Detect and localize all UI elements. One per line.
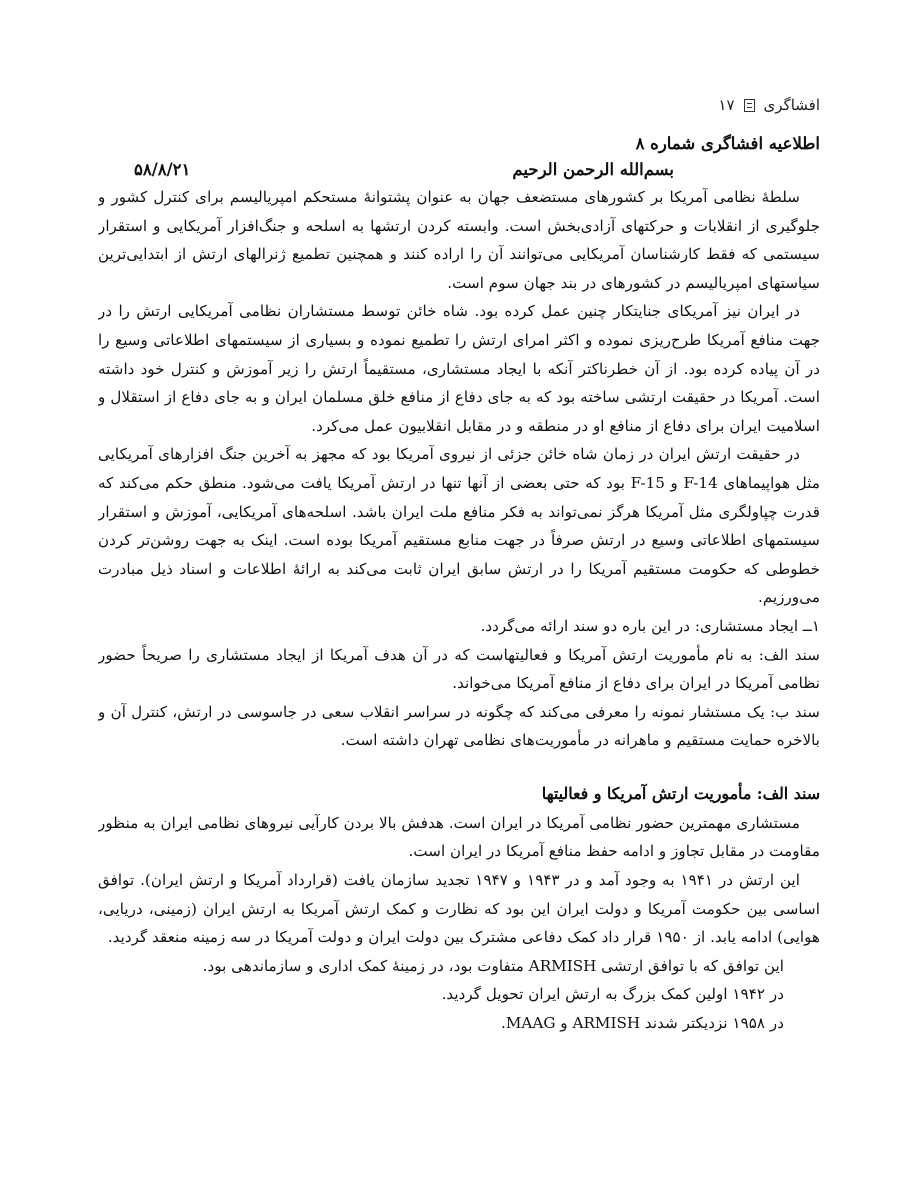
document-title: اطلاعیه افشاگری شماره ۸ [635, 134, 820, 153]
section-paragraph-1: مستشاری مهمترین حضور نظامی آمریکا در ایران است. هدفش بالا بردن کارآیی نیروهای نظامی ایران به منظور مقاومت در مقابل تجاوز و ادامه حفظ منافع آمریکا در ایران است. [98, 813, 820, 861]
section-subitem-2: در ۱۹۴۲ اولین کمک بزرگ به ارتش ایران تحویل گردید. [441, 985, 784, 1004]
section-paragraph-2: این ارتش در ۱۹۴۱ به وجود آمد و در ۱۹۴۳ و ۱۹۴۷ تجدید سازمان یافت (قرارداد آمریکا و ارتش ایران). توافق اساسی بین حکومت آمریکا و دولت ایران این بود که نظارت و کمک ارتش آمریکا به ارتش ایران (زمینی، دریایی، هوایی) ادامه یابد. از ۱۹۵۰ قرار داد کمک دفاعی مشترک بین دولت ایران و دولت آمریکا در سه زمینه منعقد گردید. [98, 871, 820, 947]
document-date: ۵۸/۸/۲۱ [134, 160, 191, 179]
paragraph-2: در ایران نیز آمریکای جنایتکار چنین عمل کرده بود. شاه خائن توسط مستشاران نظامی آمریکایی ارتش را در جهت منافع آمریکا طرح‌ریزی نموده و اکثر امرای ارتش را تطمیع نموده و بسیاری از سیستمهای اطلاعاتی وسیع را در آن پیاده کرده بود. از آن خطرناکتر آنکه با ایجاد مستشاری، مستقیماً ارتش را زیر آموزش و کنترل خود داشته است. آمریکا در حقیقت ارتشی ساخته بود که به جای دفاع از منافع خلق مسلمان ایران و به جای دفاع از استقلال و اسلامیت ایران برای دفاع از منافع او در منطقه و در مقابل انقلابیون عمل می‌کرد. [98, 302, 820, 435]
section-subitem-1: این توافق که با توافق ارتشی ARMISH متفاوت بود، در زمینهٔ کمک اداری و سازماندهی بود. [202, 956, 784, 975]
section-subitem-3: در ۱۹۵۸ نزدیکتر شدند ARMISH و MAAG. [501, 1014, 784, 1033]
paragraph-1: سلطهٔ نظامی آمریکا بر کشورهای مستضعف جهان به عنوان پشتوانهٔ مستحکم امپریالیسم برای کنترل کشور و جلوگیری از انقلابات و حرکتهای آزادی‌بخش است. وابسته کردن ارتشها به اسلحه و جنگ‌افزار آمریکایی و استقرار سیستمی که فقط کارشناسان آمریکایی می‌توانند آن را اراده کنند و همچنین تطمیع ژنرالهای ارتش از ابتدایی‌ترین سیاستهای امپریالیسم در کشورهای در بند جهان سوم است. [98, 188, 820, 292]
page-icon [744, 99, 755, 112]
bismillah: بسم‌الله الرحمن الرحیم [512, 160, 674, 179]
item-document-alef: سند الف: به نام مأموریت ارتش آمریکا و فعالیتهاست که در آن هدف آمریکا از ایجاد مستشاری را صریحاً حضور نظامی آمریکا در ایران برای دفاع از منافع آمریکا می‌خواند. [98, 645, 820, 693]
section-title: سند الف: مأموریت ارتش آمریکا و فعالیتها [541, 783, 820, 803]
book-title: افشاگری [763, 96, 820, 114]
page-number: ۱۷ [718, 96, 735, 114]
item-document-be: سند ب: یک مستشار نمونه را معرفی می‌کند که چگونه در سراسر انقلاب سعی در جاسوسی در ارتش، کنترل آن و بالاخره حمایت مستقیم و ماهرانه در مأموریت‌های نظامی تهران داشته است. [98, 702, 820, 750]
running-header [98, 88, 820, 122]
bismillah-date-row [98, 156, 820, 183]
paragraph-3: در حقیقت ارتش ایران در زمان شاه خائن جزئی از نیروی آمریکا بود که مجهز به آخرین جنگ افزارهای آمریکایی مثل هواپیماهای F-14 و F-15 بود که حتی بعضی از آنها تنها در ارتش آمریکا یافت می‌شود. منطق حکم می‌کند که قدرت چپاولگری مثل آمریکا هرگز نمی‌تواند به فکر منافع ملت ایران باشد. اسلحه‌های آمریکایی، آموزش و استقرار سیستمهای اطلاعاتی وسیع در ارتش صرفاً در جهت منابع مستقیم آمریکا بوده است. اینک به جهت روشن‌تر کردن خطوطی که حکومت مستقیم آمریکا را در ارتش سابق ایران ثابت می‌کند به ارائهٔ اطلاعات و اسناد ذیل مبادرت می‌ورزیم. [98, 445, 820, 607]
item-establish-advisory: ۱ــ ایجاد مستشاری: در این باره دو سند ارائه می‌گردد. [480, 616, 820, 635]
document-page [98, 88, 820, 1168]
